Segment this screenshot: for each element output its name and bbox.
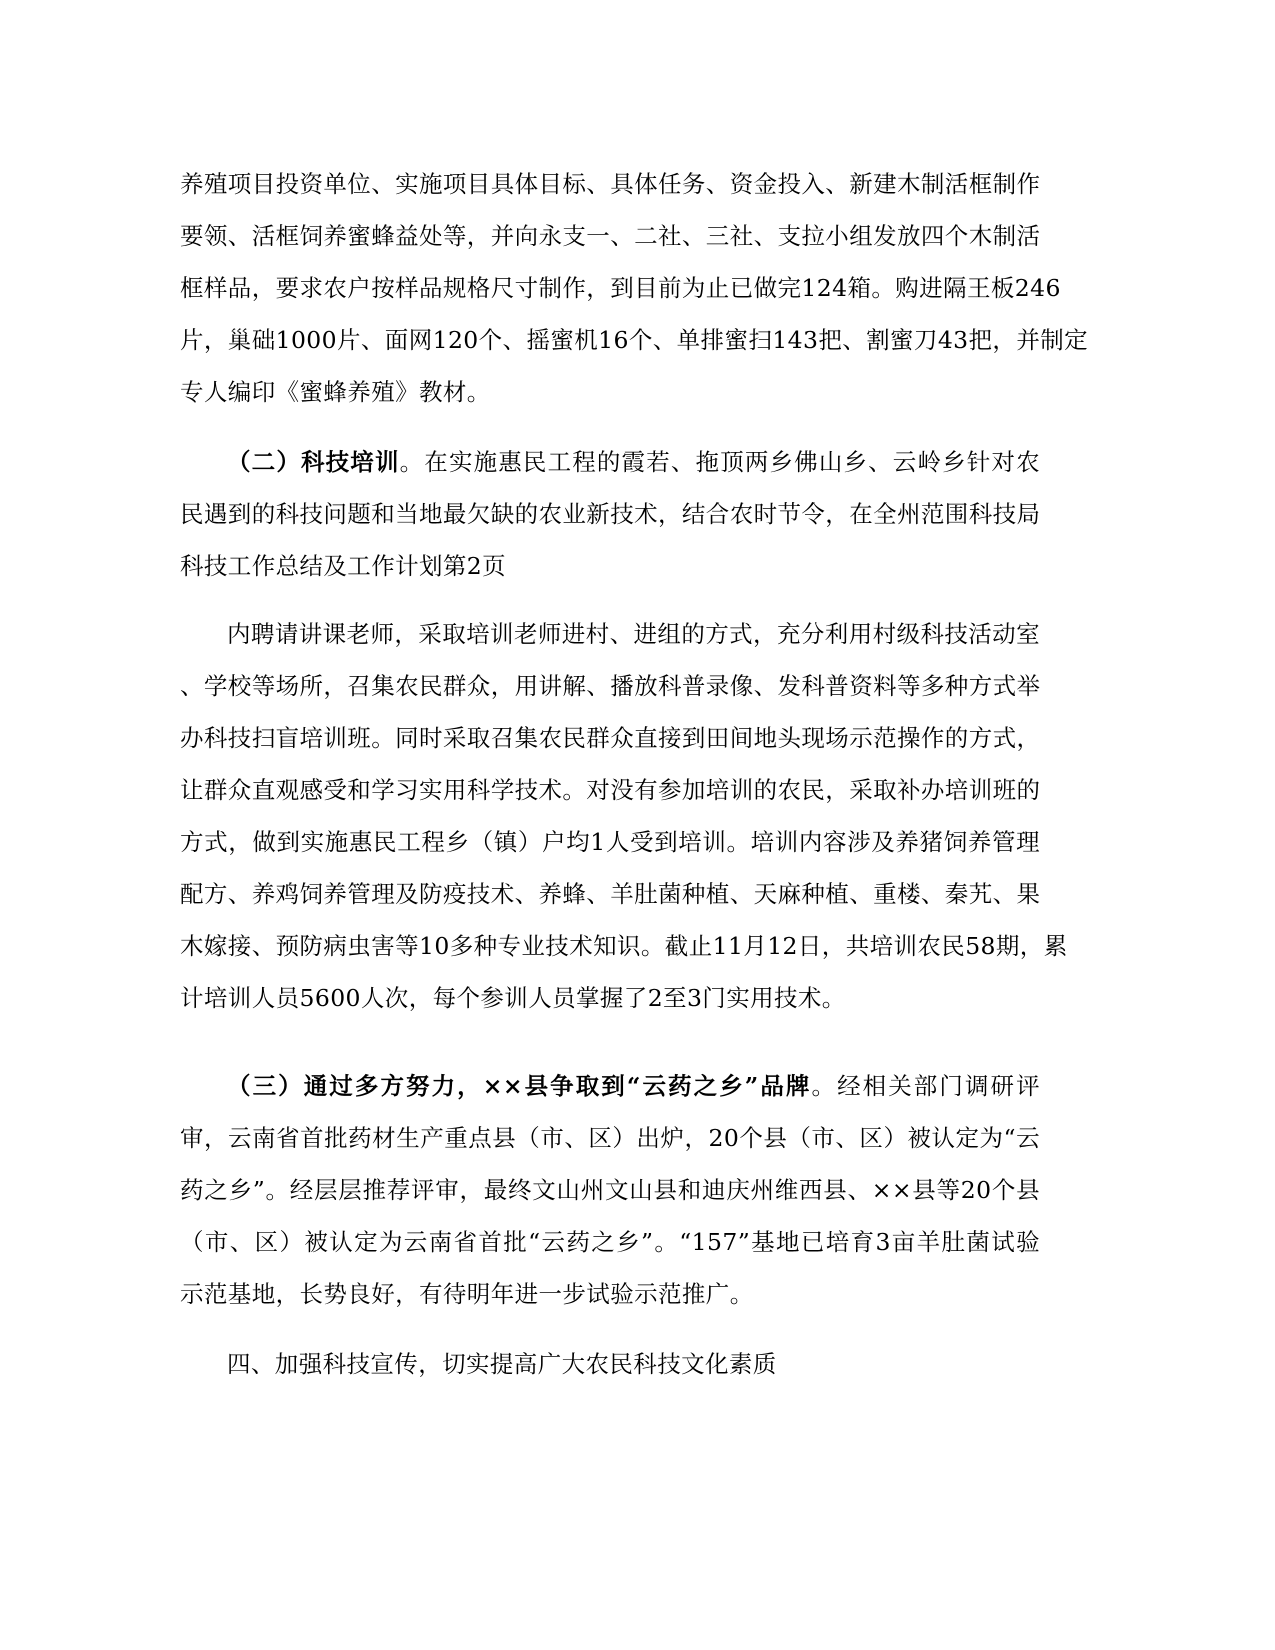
paragraph-tech-training — [180, 436, 1040, 592]
section-heading-tech-training: （二）科技培训 — [227, 448, 400, 476]
paragraph-yunyao-brand — [180, 1060, 1040, 1320]
text-line: 方式，做到实施惠民工程乡（镇）户均1人受到培训。培训内容涉及养猪饲养管理 — [180, 828, 1040, 856]
text-line: 、学校等场所，召集农民群众，用讲解、播放科普录像、发科普资料等多种方式举 — [180, 672, 1041, 700]
text-line: 养殖项目投资单位、实施项目具体目标、具体任务、资金投入、新建木制活框制作 — [180, 170, 1041, 198]
text-line: 框样品，要求农户按样品规格尺寸制作，到目前为止已做完124箱。购进隔王板246 — [180, 274, 1061, 302]
text-run: 。在实施惠民工程的霞若、拖顶两乡佛山乡、云岭乡针对农 — [399, 448, 1040, 476]
text-line: （市、区）被认定为云南省首批“云药之乡”。“157”基地已培育3亩羊肚菌试验 — [180, 1228, 1040, 1256]
text-line: 让群众直观感受和学习实用科学技术。对没有参加培训的农民，采取补办培训班的 — [180, 776, 1041, 804]
text-line: 要领、活框饲养蜜蜂益处等，并向永支一、二社、三社、支拉小组发放四个木制活 — [180, 222, 1041, 250]
text-line: 药之乡”。经层层推荐评审，最终文山州文山县和迪庆州维西县、××县等20个县 — [180, 1176, 1040, 1204]
text-line: 内聘请讲课老师，采取培训老师进村、进组的方式，充分利用村级科技活动室 — [227, 620, 1040, 648]
section-heading-yunyao-brand: （三）通过多方努力，××县争取到“云药之乡”品牌 — [227, 1072, 812, 1100]
page-footer-label: 科技工作总结及工作计划第2页 — [180, 552, 507, 580]
paragraph-section-four — [180, 1338, 1040, 1390]
paragraph-training-details — [180, 608, 1068, 1024]
text-line: 配方、养鸡饲养管理及防疫技术、养蜂、羊肚菌种植、天麻种植、重楼、秦艽、果 — [180, 880, 1041, 908]
paragraph-beekeeping-materials — [180, 158, 1089, 418]
text-line — [180, 436, 1040, 488]
section-heading-four: 四、加强科技宣传，切实提高广大农民科技文化素质 — [227, 1350, 777, 1378]
text-line: 审，云南省首批药材生产重点县（市、区）出炉，20个县（市、区）被认定为“云 — [180, 1124, 1040, 1152]
text-line: 民遇到的科技问题和当地最欠缺的农业新技术，结合农时节令，在全州范围科技局 — [180, 500, 1041, 528]
text-line: 木嫁接、预防病虫害等10多种专业技术知识。截止11月12日，共培训农民58期，累 — [180, 932, 1068, 960]
text-run: 。经相关部门调研评 — [811, 1072, 1041, 1100]
text-line: 示范基地，长势良好，有待明年进一步试验示范推广。 — [180, 1280, 754, 1308]
text-line: 办科技扫盲培训班。同时采取召集农民群众直接到田间地头现场示范操作的方式， — [180, 724, 1041, 752]
text-line: 片，巢础1000片、面网120个、摇蜜机16个、单排蜜扫143把、割蜜刀43把，并制定 — [180, 326, 1089, 354]
text-line — [180, 1060, 1040, 1112]
text-line: 专人编印《蜜蜂养殖》教材。 — [180, 378, 491, 406]
text-line: 计培训人员5600人次，每个参训人员掌握了2至3门实用技术。 — [180, 984, 846, 1012]
